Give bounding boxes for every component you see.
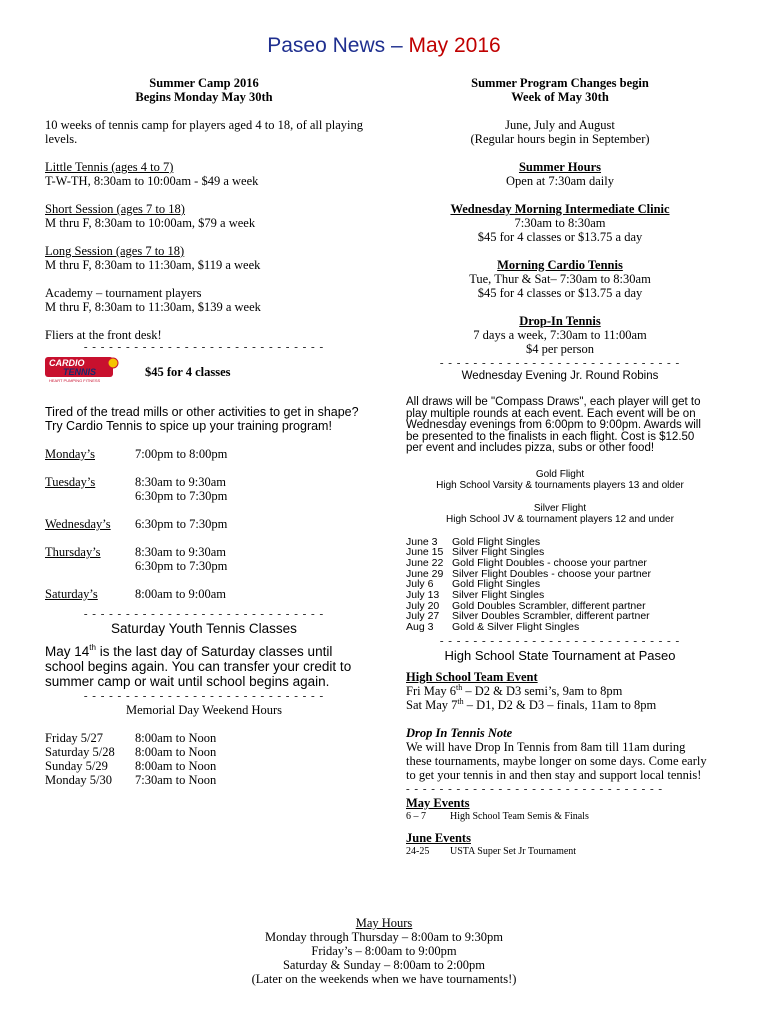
may-hours-title: May Hours [355, 916, 413, 930]
youth-description [45, 644, 363, 689]
may-hours-footer [0, 916, 768, 986]
program-block [45, 160, 363, 188]
camp-title-line2: Begins Monday May 30th [135, 90, 273, 104]
event-name: High School Team Semis & Finals [450, 810, 589, 822]
program-name: Academy – tournament players [45, 286, 202, 300]
flight-date: July 20 [406, 599, 440, 612]
gold-flight-desc: High School Varsity & tournaments players 13 and older [436, 479, 684, 491]
dropin-time: 7 days a week, 7:30am to 11:00am [473, 328, 647, 342]
schedule-time: 6:30pm to 7:30pm [135, 517, 228, 531]
dropin-note-text: We will have Drop In Tennis from 8am till 11am during these tournaments, maybe longer on some days. Come early to get your tennis in and then stay and support local tennis! [406, 739, 707, 782]
flight-event: Silver Flight Singles [452, 589, 545, 602]
team-l2-start: Sat May 7 [406, 697, 458, 712]
flight-date: Aug 3 [406, 621, 434, 634]
program-name: Long Session (ages 7 to 18) [45, 244, 185, 258]
flight-event: Gold Doubles Scrambler, different partner [452, 599, 646, 612]
memorial-day: Saturday 5/28 [45, 745, 115, 759]
memorial-heading: Memorial Day Weekend Hours [125, 703, 282, 717]
flight-event: Gold Flight Singles [452, 535, 541, 548]
flight-date: July 6 [406, 578, 434, 591]
clinic-price: $45 for 4 classes or $13.75 a day [477, 230, 643, 244]
flight-date: July 13 [406, 589, 440, 602]
flight-date: July 27 [406, 610, 440, 623]
title-prefix: Paseo News – [267, 34, 409, 57]
schedule-time: 6:30pm to 7:30pm [135, 559, 228, 573]
dropin-section [406, 314, 714, 356]
fliers-note: Fliers at the front desk! [45, 328, 162, 342]
changes-title-line2: Week of May 30th [511, 90, 609, 104]
silver-flight-desc: High School JV & tournament players 12 and under [446, 513, 674, 525]
flight-schedule [406, 537, 714, 633]
spacer [45, 531, 363, 545]
flight-event: Gold & Silver Flight Singles [452, 621, 580, 634]
flight-row [406, 622, 714, 633]
program-name: Short Session (ages 7 to 18) [45, 202, 185, 216]
schedule-time: 8:00am to 9:00am [135, 587, 226, 601]
schedule-times [135, 517, 227, 531]
memorial-hours: 8:00am to Noon [135, 731, 217, 745]
divider: - - - - - - - - - - - - - - - - - - - - - - - - - - - - - [439, 634, 681, 647]
flight-date: June 22 [406, 556, 444, 569]
youth-text-start: May 14 [45, 644, 90, 659]
schedule-day: Thursday’s [45, 545, 101, 559]
memorial-day: Monday 5/30 [45, 773, 113, 787]
silver-flight-title: Silver Flight [533, 502, 587, 514]
morning-cardio-time: Tue, Thur & Sat– 7:30am to 8:30am [469, 272, 651, 286]
memorial-row [45, 731, 363, 745]
morning-cardio-title: Morning Cardio Tennis [497, 258, 623, 272]
clinic-time: 7:30am to 8:30am [514, 216, 606, 230]
program-block [45, 202, 363, 230]
spacer [45, 573, 363, 587]
may-events-title: May Events [406, 795, 470, 810]
cardio-banner [45, 354, 363, 384]
divider: - - - - - - - - - - - - - - - - - - - - - - - - - - - - - [83, 690, 325, 702]
cardio-description: Tired of the tread mills or other activities to get in shape? Try Cardio Tennis to spice up your training program! [45, 405, 359, 433]
spacer [45, 461, 363, 475]
team-l2-rest: – D1, D2 & D3 – finals, 11am to 8pm [463, 697, 657, 712]
flight-event: Gold Flight Doubles - choose your partner [452, 556, 647, 569]
may-hours-lines [0, 930, 768, 986]
flight-event: Silver Flight Singles [452, 546, 545, 559]
spacer [45, 272, 363, 286]
page-title [0, 34, 768, 58]
logo-word-tennis: TENNIS [63, 367, 97, 377]
schedule-time: 6:30pm to 7:30pm [135, 489, 228, 503]
gold-flight-title: Gold Flight [535, 468, 585, 480]
regular-hours-note: (Regular hours begin in September) [470, 132, 650, 146]
summer-hours [406, 160, 714, 188]
team-l1-sup: th [456, 682, 463, 692]
spacer [45, 314, 363, 328]
right-column [406, 76, 714, 859]
summer-hours-text: Open at 7:30am daily [506, 174, 614, 188]
team-event-line1 [406, 684, 714, 698]
schedule-day: Saturday’s [45, 587, 98, 601]
title-month: May 2016 [408, 34, 501, 57]
state-tournament-heading: High School State Tournament at Paseo [444, 647, 676, 663]
youth-text-rest: is the last day of Saturday classes until school begins again. You can transfer your credit to summer camp or wait until school begins again. [45, 644, 352, 689]
flight-event: Silver Doubles Scrambler, different partner [452, 610, 650, 623]
team-l1-start: Fri May 6 [406, 683, 456, 698]
schedule-times [135, 587, 226, 601]
schedule-times [135, 475, 227, 503]
flight-date: June 29 [406, 567, 444, 580]
memorial-hours: 7:30am to Noon [135, 773, 217, 787]
memorial-day: Sunday 5/29 [45, 759, 108, 773]
clinic-section [406, 202, 714, 244]
camp-heading [45, 76, 363, 104]
memorial-hours: 8:00am to Noon [135, 759, 217, 773]
program-detail: M thru F, 8:30am to 11:30am, $139 a week [45, 300, 261, 314]
round-robin-heading: Wednesday Evening Jr. Round Robins [461, 370, 659, 382]
may-hours-line: Friday’s – 8:00am to 9:00pm [311, 944, 457, 958]
schedule-row [45, 447, 363, 461]
spacer [45, 188, 363, 202]
divider: - - - - - - - - - - - - - - - - - - - - - - - - - - - - - [83, 341, 325, 353]
schedule-row [45, 587, 363, 601]
program-detail: M thru F, 8:30am to 11:30am, $119 a week [45, 258, 261, 272]
flight-date: June 3 [406, 535, 438, 548]
cardio-price: $45 for 4 classes [145, 365, 231, 379]
schedule-row [45, 517, 363, 531]
schedule-day: Monday’s [45, 447, 95, 461]
schedule-row [45, 475, 363, 503]
spacer [45, 503, 363, 517]
program-detail: T-W-TH, 8:30am to 10:00am - $49 a week [45, 174, 259, 188]
team-l2-sup: th [457, 696, 464, 706]
dropin-price: $4 per person [525, 342, 595, 356]
event-date: 24-25 [406, 845, 430, 857]
memorial-row [45, 745, 363, 759]
flight-event: Gold Flight Singles [452, 578, 541, 591]
schedule-row [45, 545, 363, 573]
program-name: Little Tennis (ages 4 to 7) [45, 160, 174, 174]
youth-heading: Saturday Youth Tennis Classes [111, 621, 297, 636]
memorial-day: Friday 5/27 [45, 731, 103, 745]
months-line: June, July and August [505, 118, 615, 132]
schedule-time: 8:30am to 9:30am [135, 475, 226, 489]
memorial-hours: 8:00am to Noon [135, 745, 217, 759]
logo-word-cardio: CARDIO [49, 358, 85, 368]
round-robin-description: All draws will be "Compass Draws", each player will get to play multiple rounds at each event. Each event will be on Wednesday evenings from 6:00pm to 9:00pm. Awards will be presented to the finalists in each flight. Cost is $12.50 per event and includes pizza, subs or other food! [406, 396, 701, 454]
dropin-note-title: Drop In Tennis Note [406, 725, 513, 740]
summer-months [406, 118, 714, 146]
schedule-day: Wednesday’s [45, 517, 111, 531]
morning-cardio-section [406, 258, 714, 300]
schedule-day: Tuesday’s [45, 475, 96, 489]
cardio-schedule [45, 447, 363, 615]
memorial-hours [45, 731, 363, 787]
schedule-time: 7:00pm to 8:00pm [135, 447, 228, 461]
flight-row [406, 558, 714, 569]
dropin-title: Drop-In Tennis [519, 314, 601, 328]
schedule-times [135, 545, 227, 573]
may-hours-line: Saturday & Sunday – 8:00am to 2:00pm [282, 958, 486, 972]
event-name: USTA Super Set Jr Tournament [450, 845, 577, 857]
team-event-line2 [406, 698, 714, 712]
divider: - - - - - - - - - - - - - - - - - - - - - - - - - - - - - - - [406, 782, 664, 795]
may-hours-line: Monday through Thursday – 8:00am to 9:30pm [265, 930, 503, 944]
june-events-title: June Events [406, 830, 471, 845]
event-row [406, 845, 714, 859]
memorial-row [45, 773, 363, 787]
program-block [45, 286, 363, 314]
camp-title-line1: Summer Camp 2016 [149, 76, 259, 90]
divider: - - - - - - - - - - - - - - - - - - - - - - - - - - - - - [83, 608, 325, 620]
youth-text-sup: th [89, 643, 96, 652]
schedule-times [135, 447, 227, 461]
cardio-tennis-logo [45, 355, 129, 383]
flight-event: Silver Flight Doubles - choose your partner [452, 567, 652, 580]
gold-flight [406, 469, 714, 491]
camp-programs [45, 160, 363, 328]
morning-cardio-price: $45 for 4 classes or $13.75 a day [477, 286, 643, 300]
event-date: 6 – 7 [406, 810, 426, 822]
logo-tagline: HEART PUMPING FITNESS [49, 378, 101, 383]
left-column [45, 76, 363, 787]
divider: - - - - - - - - - - - - - - - - - - - - - - - - - - - - - [439, 357, 681, 369]
clinic-title: Wednesday Morning Intermediate Clinic [450, 202, 670, 216]
may-events-list [406, 810, 714, 824]
june-events-list [406, 845, 714, 859]
schedule-time: 8:30am to 9:30am [135, 545, 226, 559]
changes-heading [406, 76, 714, 104]
program-block [45, 244, 363, 272]
team-event-title: High School Team Event [406, 669, 538, 684]
changes-title-line1: Summer Program Changes begin [471, 76, 649, 90]
memorial-row [45, 759, 363, 773]
camp-intro: 10 weeks of tennis camp for players aged 4 to 18, of all playing levels. [45, 118, 363, 146]
summer-hours-title: Summer Hours [518, 160, 602, 174]
spacer [45, 230, 363, 244]
event-row [406, 810, 714, 824]
may-hours-line: (Later on the weekends when we have tournaments!) [251, 972, 517, 986]
flight-date: June 15 [406, 546, 444, 559]
team-l1-rest: – D2 & D3 semi’s, 9am to 8pm [462, 683, 623, 698]
silver-flight [406, 503, 714, 525]
program-detail: M thru F, 8:30am to 10:00am, $79 a week [45, 216, 256, 230]
